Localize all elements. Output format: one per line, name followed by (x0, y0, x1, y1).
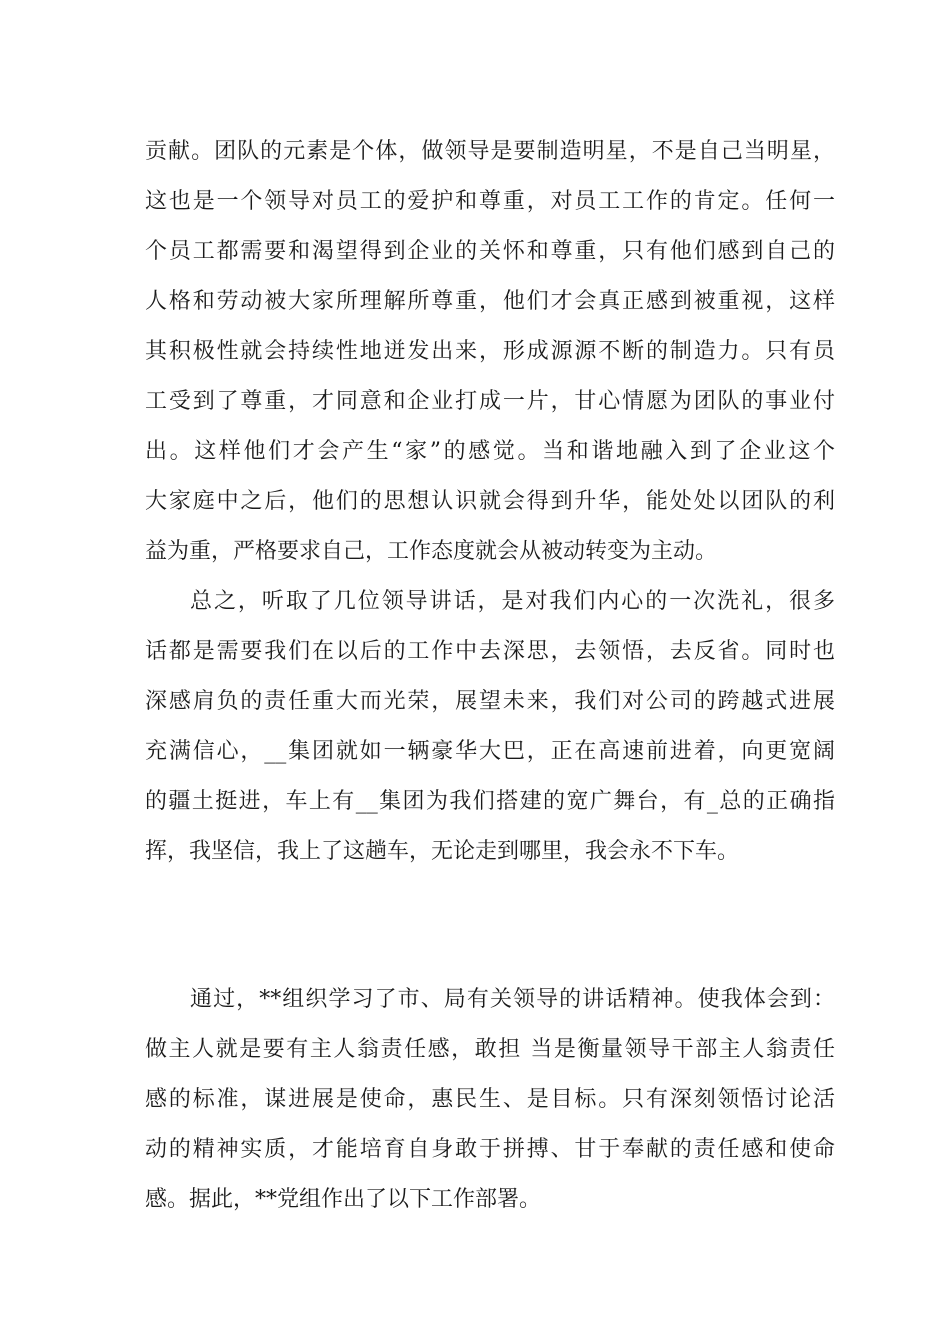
paragraph-2-line-2: 话都是需要我们在以后的工作中去深思，去领悟，去反省。同时也 (145, 639, 835, 664)
paragraph-3-line-4: 动的精神实质，才能培育自身敢于拼搏、甘于奉献的责任感和使命 (145, 1137, 835, 1162)
paragraph-2-line-4: 充满信心，__集团就如一辆豪华大巴，正在高速前进着，向更宽阔 (145, 739, 835, 764)
paragraph-3-line-3: 感的标准，谋进展是使命，惠民生、是目标。只有深刻领悟讨论活 (145, 1087, 835, 1112)
paragraph-2-line-6: 挥，我坚信，我上了这趟车，无论走到哪里，我会永不下车。 (145, 839, 740, 864)
paragraph-1-line-2: 这也是一个领导对员工的爱护和尊重，对员工工作的肯定。任何一 (145, 189, 835, 214)
paragraph-1-line-7: 出。这样他们才会产生“家”的感觉。当和谐地融入到了企业这个 (145, 439, 835, 464)
paragraph-3-line-2: 做主人就是要有主人翁责任感，敢担 当是衡量领导干部主人翁责任 (145, 1037, 835, 1062)
paragraph-1-line-1: 贡献。团队的元素是个体，做领导是要制造明星，不是自己当明星， (145, 139, 835, 164)
paragraph-2-line-5: 的疆土挺进，车上有__集团为我们搭建的宽广舞台，有_总的正确指 (145, 789, 835, 814)
paragraph-1-line-6: 工受到了尊重，才同意和企业打成一片，甘心情愿为团队的事业付 (145, 389, 835, 414)
paragraph-1-line-5: 其积极性就会持续性地迸发出来，形成源源不断的制造力。只有员 (145, 339, 835, 364)
paragraph-1-line-9: 益为重，严格要求自己，工作态度就会从被动转变为主动。 (145, 539, 718, 564)
paragraph-1-line-3: 个员工都需要和渴望得到企业的关怀和尊重，只有他们感到自己的 (145, 239, 835, 264)
paragraph-2-line-3: 深感肩负的责任重大而光荣，展望未来，我们对公司的跨越式进展 (145, 689, 835, 714)
paragraph-3-line-5: 感。据此，**党组作出了以下工作部署。 (145, 1187, 542, 1212)
paragraph-2-line-1: 总之，听取了几位领导讲话，是对我们内心的一次洗礼，很多 (190, 589, 835, 614)
paragraph-1-line-8: 大家庭中之后，他们的思想认识就会得到升华，能处处以团队的利 (145, 489, 835, 514)
paragraph-3-line-1: 通过，**组织学习了市、局有关领导的讲话精神。使我体会到： (190, 987, 835, 1012)
paragraph-1-line-4: 人格和劳动被大家所理解所尊重，他们才会真正感到被重视，这样 (145, 289, 835, 314)
